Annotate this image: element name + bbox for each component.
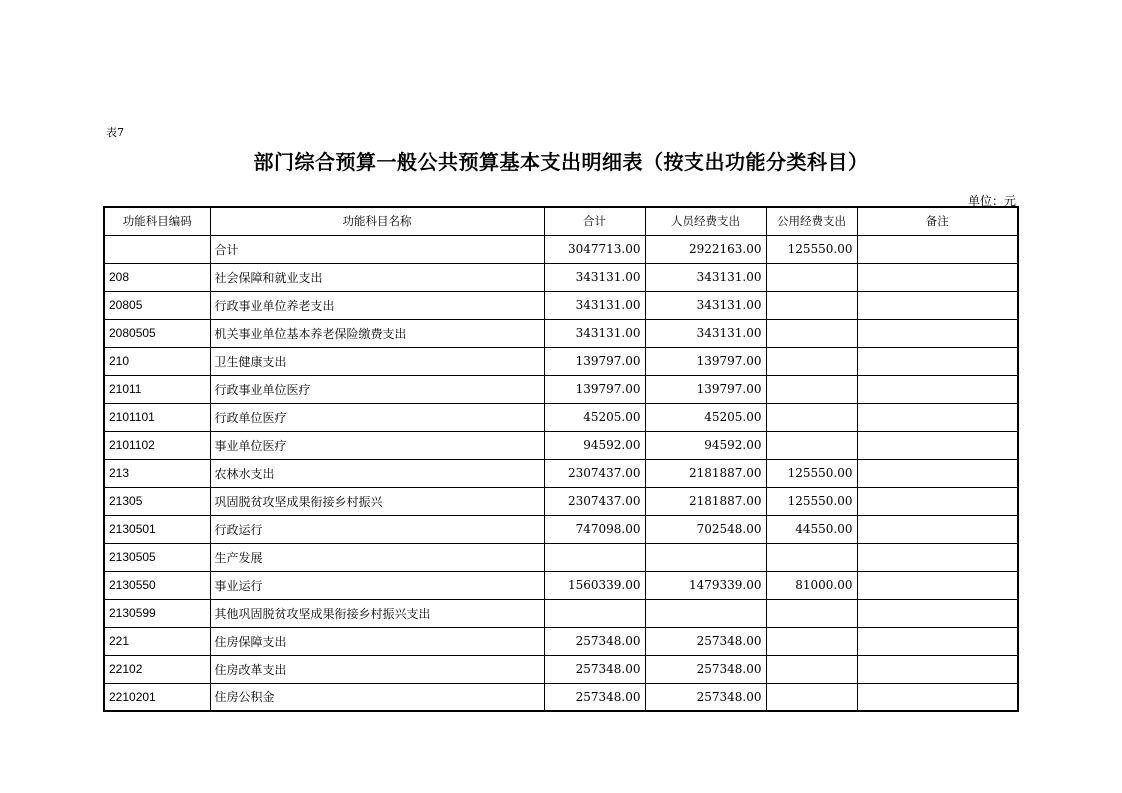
- cell-public: [766, 431, 857, 459]
- cell-name: 卫生健康支出: [210, 347, 544, 375]
- cell-code: 2080505: [104, 319, 210, 347]
- cell-code: 2130505: [104, 543, 210, 571]
- cell-name: 合计: [210, 235, 544, 263]
- cell-public: [766, 375, 857, 403]
- header-name: 功能科目名称: [210, 207, 544, 235]
- cell-total: 2307437.00: [544, 487, 645, 515]
- cell-code: 21305: [104, 487, 210, 515]
- cell-code: 2101102: [104, 431, 210, 459]
- cell-name: 住房改革支出: [210, 655, 544, 683]
- table-row: [104, 291, 1018, 319]
- table-number: 表7: [106, 126, 124, 139]
- cell-personnel: 257348.00: [645, 627, 766, 655]
- cell-personnel: 257348.00: [645, 655, 766, 683]
- cell-public: [766, 655, 857, 683]
- cell-total: 139797.00: [544, 375, 645, 403]
- cell-total: 343131.00: [544, 263, 645, 291]
- table-row: [104, 263, 1018, 291]
- cell-total: 257348.00: [544, 683, 645, 711]
- cell-personnel: 2181887.00: [645, 459, 766, 487]
- table-body: [104, 235, 1018, 711]
- cell-personnel: 343131.00: [645, 263, 766, 291]
- cell-note: [857, 543, 1018, 571]
- cell-total: 257348.00: [544, 627, 645, 655]
- cell-public: 44550.00: [766, 515, 857, 543]
- cell-code: 2130501: [104, 515, 210, 543]
- table-row: [104, 487, 1018, 515]
- cell-code: 22102: [104, 655, 210, 683]
- table-row: [104, 347, 1018, 375]
- cell-name: 行政运行: [210, 515, 544, 543]
- cell-code: 21011: [104, 375, 210, 403]
- table-row: [104, 319, 1018, 347]
- cell-code: 20805: [104, 291, 210, 319]
- cell-public: [766, 599, 857, 627]
- table-row: [104, 515, 1018, 543]
- cell-public: 81000.00: [766, 571, 857, 599]
- cell-name: 行政单位医疗: [210, 403, 544, 431]
- cell-code: [104, 235, 210, 263]
- document-title: 部门综合预算一般公共预算基本支出明细表（按支出功能分类科目）: [253, 150, 869, 174]
- cell-personnel: 702548.00: [645, 515, 766, 543]
- cell-public: [766, 403, 857, 431]
- unit-label: 单位：元: [967, 194, 1016, 208]
- cell-note: [857, 291, 1018, 319]
- cell-total: 94592.00: [544, 431, 645, 459]
- cell-personnel: 1479339.00: [645, 571, 766, 599]
- cell-code: 2130599: [104, 599, 210, 627]
- cell-note: [857, 599, 1018, 627]
- budget-table: [103, 206, 1019, 712]
- cell-code: 213: [104, 459, 210, 487]
- table-row: [104, 627, 1018, 655]
- cell-name: 行政事业单位医疗: [210, 375, 544, 403]
- cell-personnel: 343131.00: [645, 319, 766, 347]
- cell-note: [857, 515, 1018, 543]
- table-row: [104, 683, 1018, 711]
- header-personnel: 人员经费支出: [645, 207, 766, 235]
- cell-note: [857, 319, 1018, 347]
- cell-public: [766, 319, 857, 347]
- cell-note: [857, 655, 1018, 683]
- cell-note: [857, 683, 1018, 711]
- cell-note: [857, 347, 1018, 375]
- cell-public: [766, 347, 857, 375]
- header-public: 公用经费支出: [766, 207, 857, 235]
- cell-public: [766, 543, 857, 571]
- table-row: [104, 655, 1018, 683]
- header-note: 备注: [857, 207, 1018, 235]
- cell-total: 343131.00: [544, 291, 645, 319]
- cell-name: 生产发展: [210, 543, 544, 571]
- cell-name: 农林水支出: [210, 459, 544, 487]
- cell-total: 3047713.00: [544, 235, 645, 263]
- cell-public: 125550.00: [766, 235, 857, 263]
- cell-name: 巩固脱贫攻坚成果衔接乡村振兴: [210, 487, 544, 515]
- cell-personnel: 45205.00: [645, 403, 766, 431]
- cell-name: 机关事业单位基本养老保险缴费支出: [210, 319, 544, 347]
- cell-total: 257348.00: [544, 655, 645, 683]
- cell-personnel: 2181887.00: [645, 487, 766, 515]
- cell-note: [857, 235, 1018, 263]
- cell-note: [857, 403, 1018, 431]
- cell-name: 行政事业单位养老支出: [210, 291, 544, 319]
- cell-name: 事业单位医疗: [210, 431, 544, 459]
- cell-total: 2307437.00: [544, 459, 645, 487]
- cell-total: 1560339.00: [544, 571, 645, 599]
- cell-code: 210: [104, 347, 210, 375]
- cell-total: [544, 543, 645, 571]
- cell-public: 125550.00: [766, 487, 857, 515]
- cell-total: 747098.00: [544, 515, 645, 543]
- cell-personnel: 139797.00: [645, 347, 766, 375]
- cell-name: 事业运行: [210, 571, 544, 599]
- table-row: [104, 235, 1018, 263]
- header-code: 功能科目编码: [104, 207, 210, 235]
- cell-note: [857, 263, 1018, 291]
- table-row: [104, 459, 1018, 487]
- cell-personnel: 2922163.00: [645, 235, 766, 263]
- cell-total: 139797.00: [544, 347, 645, 375]
- cell-personnel: 94592.00: [645, 431, 766, 459]
- cell-public: 125550.00: [766, 459, 857, 487]
- cell-note: [857, 431, 1018, 459]
- cell-note: [857, 571, 1018, 599]
- table-row: [104, 375, 1018, 403]
- table-row: [104, 543, 1018, 571]
- cell-note: [857, 459, 1018, 487]
- cell-note: [857, 375, 1018, 403]
- cell-public: [766, 263, 857, 291]
- cell-note: [857, 487, 1018, 515]
- cell-total: 343131.00: [544, 319, 645, 347]
- cell-code: 2130550: [104, 571, 210, 599]
- table-row: [104, 403, 1018, 431]
- table-row: [104, 431, 1018, 459]
- cell-name: 社会保障和就业支出: [210, 263, 544, 291]
- cell-public: [766, 683, 857, 711]
- cell-total: [544, 599, 645, 627]
- cell-code: 2101101: [104, 403, 210, 431]
- header-row: [104, 207, 1018, 235]
- cell-code: 221: [104, 627, 210, 655]
- table-row: [104, 571, 1018, 599]
- header-total: 合计: [544, 207, 645, 235]
- cell-name: 住房公积金: [210, 683, 544, 711]
- cell-name: 其他巩固脱贫攻坚成果衔接乡村振兴支出: [210, 599, 544, 627]
- cell-public: [766, 291, 857, 319]
- table-row: [104, 599, 1018, 627]
- cell-note: [857, 627, 1018, 655]
- cell-personnel: [645, 599, 766, 627]
- cell-personnel: 257348.00: [645, 683, 766, 711]
- cell-personnel: 343131.00: [645, 291, 766, 319]
- cell-code: 2210201: [104, 683, 210, 711]
- cell-name: 住房保障支出: [210, 627, 544, 655]
- cell-public: [766, 627, 857, 655]
- cell-code: 208: [104, 263, 210, 291]
- cell-personnel: 139797.00: [645, 375, 766, 403]
- cell-personnel: [645, 543, 766, 571]
- cell-total: 45205.00: [544, 403, 645, 431]
